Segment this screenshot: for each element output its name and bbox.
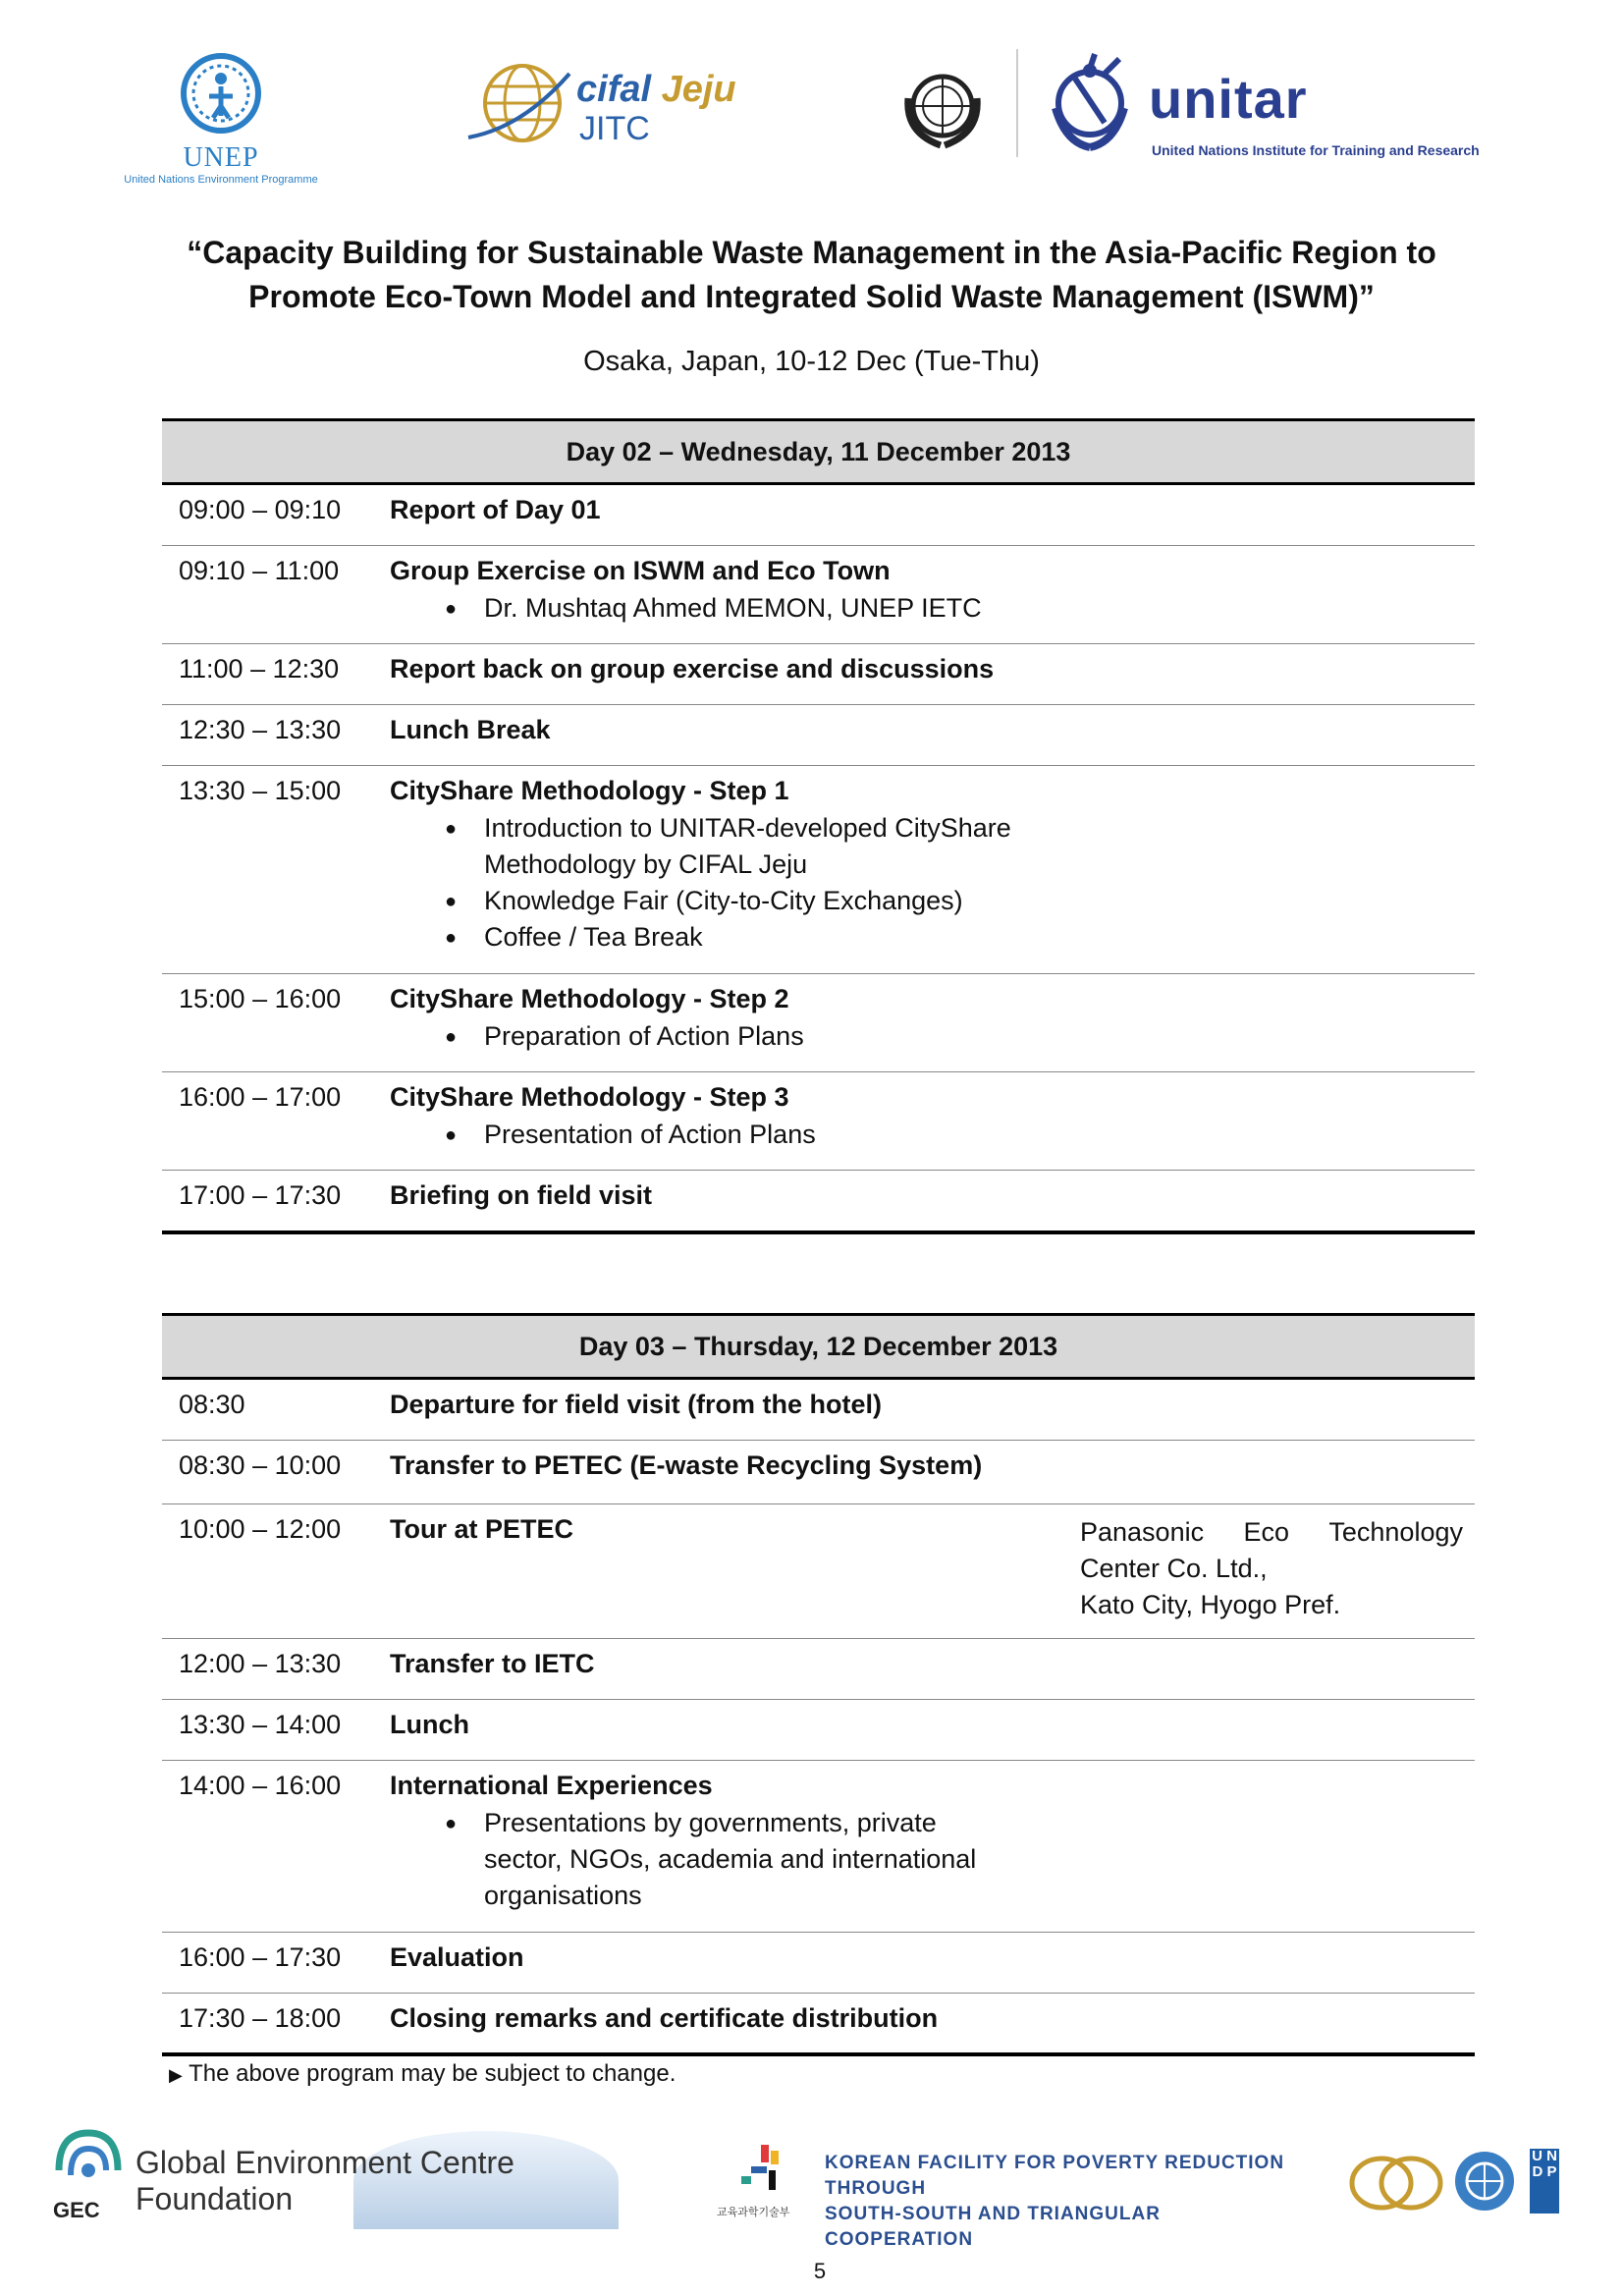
venue-line: Center Co. Ltd., bbox=[1080, 1554, 1268, 1583]
unitar-subtitle: United Nations Institute for Training and Research bbox=[1152, 142, 1480, 158]
time-slot: 12:30 – 13:30 bbox=[179, 715, 342, 744]
venue-word: Eco bbox=[1243, 1517, 1289, 1547]
gec-abbr: GEC bbox=[53, 2198, 100, 2222]
table-row bbox=[162, 1994, 1475, 2056]
cifal-wordmark: cifal Jeju bbox=[576, 69, 736, 110]
logo-divider bbox=[1016, 49, 1018, 157]
unep-wordmark: UNEP bbox=[183, 142, 259, 173]
session-title: CityShare Methodology - Step 3 bbox=[390, 1082, 789, 1112]
time-slot: 13:30 – 15:00 bbox=[179, 776, 342, 805]
gec-logo bbox=[49, 2121, 619, 2229]
un-emblem bbox=[893, 59, 992, 157]
table-row bbox=[162, 1441, 1475, 1504]
bullet-item: ● Presentation of Action Plans bbox=[484, 1117, 1067, 1153]
session-title: Report back on group exercise and discussions bbox=[390, 654, 995, 683]
kfpr-emblem-icon bbox=[731, 2143, 800, 2202]
time-slot: 09:10 – 11:00 bbox=[179, 556, 340, 585]
session-title: Report of Day 01 bbox=[390, 495, 601, 524]
undp-logo: U N D P bbox=[1530, 2149, 1559, 2214]
time-slot: 10:00 – 12:00 bbox=[179, 1514, 342, 1544]
unep-logo bbox=[98, 49, 344, 186]
time-slot: 08:30 – 10:00 bbox=[179, 1450, 342, 1480]
bullet-item: ● Coffee / Tea Break bbox=[484, 919, 1067, 956]
day2-schedule bbox=[162, 418, 1475, 1234]
time-slot: 09:00 – 09:10 bbox=[179, 495, 342, 524]
table-row bbox=[162, 1639, 1475, 1700]
triangle-right-icon: ▶ bbox=[169, 2065, 183, 2085]
bullet-item: ● Preparation of Action Plans bbox=[484, 1018, 1067, 1055]
unitar-wordmark: unitar bbox=[1149, 68, 1308, 130]
gec-name: Global Environment Centre Foundation bbox=[135, 2145, 514, 2216]
session-title: Evaluation bbox=[390, 1942, 524, 1972]
unep-emblem-icon bbox=[172, 49, 270, 137]
title-line-1: “Capacity Building for Sustainable Waste Management in the Asia-Pacific Region to bbox=[187, 235, 1436, 270]
time-slot: 14:00 – 16:00 bbox=[179, 1771, 342, 1800]
session-title: CityShare Methodology - Step 2 bbox=[390, 984, 789, 1013]
note-text: The above program may be subject to change. bbox=[189, 2060, 676, 2087]
title-line-2: Promote Eco-Town Model and Integrated Solid Waste Management (ISWM)” bbox=[248, 279, 1375, 314]
table-row bbox=[162, 974, 1475, 1072]
table-row bbox=[162, 1700, 1475, 1761]
kfpr-name: KOREAN FACILITY FOR POVERTY REDUCTION THROUGH SOUTH-SOUTH AND TRIANGULAR COOPERATION bbox=[825, 2153, 1285, 2250]
gec-emblem-icon bbox=[49, 2121, 128, 2200]
session-title: Departure for field visit (from the hotel) bbox=[390, 1390, 883, 1419]
venue-word: Panasonic bbox=[1080, 1517, 1205, 1547]
session-title: Closing remarks and certificate distribution bbox=[390, 2003, 939, 2033]
cifal-jeju-logo bbox=[463, 59, 778, 147]
bullet-item: ● Presentations by governments, private sector, NGOs, academia and international organisations bbox=[484, 1805, 1018, 1914]
bullet-item: ● Dr. Mushtaq Ahmed MEMON, UNEP IETC bbox=[484, 590, 1067, 627]
time-slot: 15:00 – 16:00 bbox=[179, 984, 342, 1013]
table-row bbox=[162, 1933, 1475, 1994]
time-slot: 13:30 – 14:00 bbox=[179, 1710, 342, 1739]
session-title: Lunch Break bbox=[390, 715, 551, 744]
table-row bbox=[162, 1504, 1475, 1639]
table-row bbox=[162, 546, 1475, 644]
table-row bbox=[162, 1072, 1475, 1171]
time-slot: 11:00 – 12:30 bbox=[179, 654, 340, 683]
day2-heading: Day 02 – Wednesday, 11 December 2013 bbox=[162, 418, 1475, 485]
time-slot: 08:30 bbox=[179, 1390, 245, 1419]
session-title: Briefing on field visit bbox=[390, 1180, 653, 1210]
venue-info bbox=[1080, 1514, 1463, 1623]
time-slot: 17:30 – 18:00 bbox=[179, 2003, 342, 2033]
un-emblem-icon bbox=[893, 59, 992, 157]
session-title: Transfer to PETEC (E-waste Recycling System) bbox=[390, 1450, 983, 1480]
time-slot: 17:00 – 17:30 bbox=[179, 1180, 342, 1210]
session-title: CityShare Methodology - Step 1 bbox=[390, 776, 789, 805]
session-title: Group Exercise on ISWM and Eco Town bbox=[390, 556, 891, 585]
bullet-item: ● Knowledge Fair (City-to-City Exchanges) bbox=[484, 883, 1067, 919]
venue-line: Kato City, Hyogo Pref. bbox=[1080, 1590, 1341, 1619]
jitc-wordmark: JITC bbox=[579, 110, 650, 147]
globe-icon bbox=[463, 59, 571, 147]
unitar-logo bbox=[1036, 49, 1507, 167]
page-title bbox=[98, 231, 1525, 319]
kfpr-logo bbox=[717, 2143, 1306, 2250]
venue-word: Technology bbox=[1328, 1517, 1463, 1547]
table-row bbox=[162, 766, 1475, 974]
session-title: Transfer to IETC bbox=[390, 1649, 595, 1678]
table-row bbox=[162, 644, 1475, 705]
program-note bbox=[169, 2060, 676, 2088]
unep-subtitle: United Nations Environment Programme bbox=[124, 174, 318, 186]
time-slot: 16:00 – 17:30 bbox=[179, 1942, 342, 1972]
day3-schedule bbox=[162, 1313, 1475, 2056]
table-row bbox=[162, 485, 1475, 546]
table-row bbox=[162, 1171, 1475, 1234]
day3-heading: Day 03 – Thursday, 12 December 2013 bbox=[162, 1313, 1475, 1380]
unitar-emblem-icon bbox=[1036, 49, 1144, 157]
kfpr-korean-label: 교육과학기술부 bbox=[717, 2207, 790, 2218]
page-number: 5 bbox=[813, 2259, 827, 2283]
session-title: Lunch bbox=[390, 1710, 469, 1739]
table-row bbox=[162, 705, 1475, 766]
bullet-item: ● Introduction to UNITAR-developed CityShare Methodology by CIFAL Jeju bbox=[484, 810, 1067, 883]
session-title: International Experiences bbox=[390, 1771, 713, 1800]
event-location: Osaka, Japan, 10-12 Dec (Tue-Thu) bbox=[583, 346, 1040, 377]
rings-and-un-icon bbox=[1347, 2149, 1524, 2217]
session-title: Tour at PETEC bbox=[390, 1514, 574, 1544]
time-slot: 16:00 – 17:00 bbox=[179, 1082, 342, 1112]
table-row bbox=[162, 1761, 1475, 1933]
table-row bbox=[162, 1380, 1475, 1441]
time-slot: 12:00 – 13:30 bbox=[179, 1649, 342, 1678]
